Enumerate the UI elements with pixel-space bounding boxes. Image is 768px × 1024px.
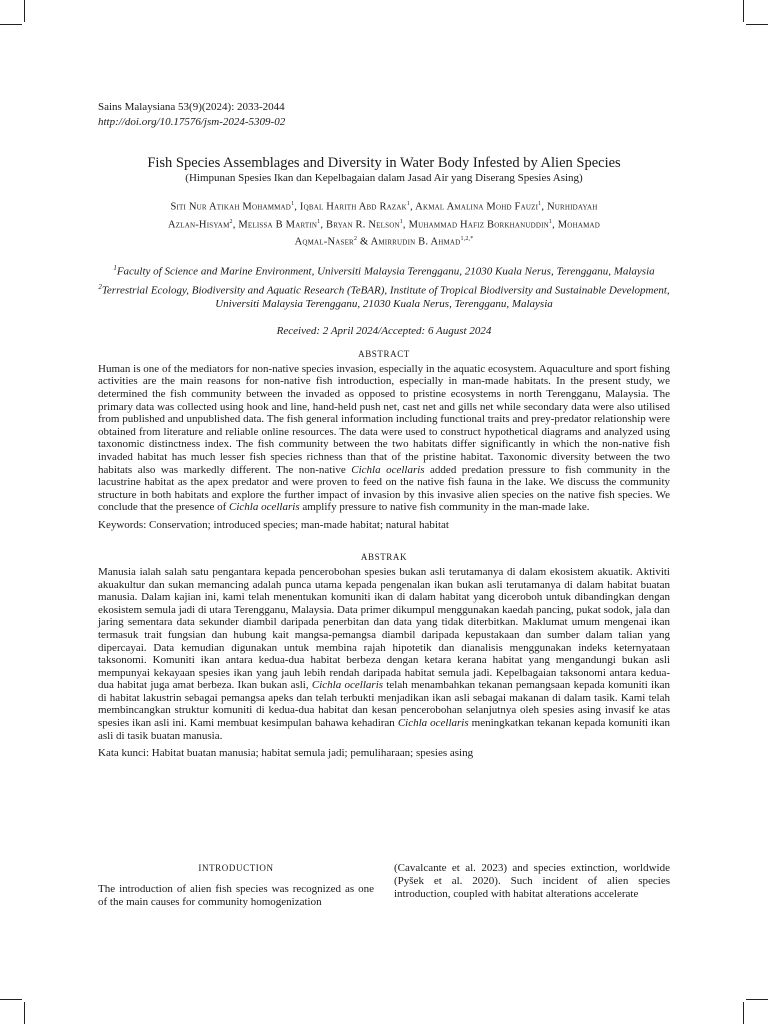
abstrak-part: Manusia ialah salah satu pengantara kepada pencerobohan spesies bukan asli terutamanya di dalam ekosistem akuatik. Aktiviti akuakultur dan sukan memancing adalah punca utama kepada pengenalan ikan bukan asli terutamanya di dalam habitat buatan manusia. Dalam kajian ini, kami telah menentukan komuniti ikan di dalam habitat yang diceroboh untuk dibandingkan dengan ekosistem semula jadi di utara Terengganu, Malaysia. Data primer dikumpul menggunakan kaedah pancing, pukat sodok, jala dan jaring sementara data sekunder diambil daripada penerbitan dan data yang tidak diterbitkan. Maklumat umum mengenai ikan termasuk trait fungsian dan hubung kait mangsa-pemangsa diambil daripada kepustakaan dan sumber dalam talian yang dipercayai. Data kemudian digunakan untuk membina rajah hipotetik dan dianalisis menggunakan indeks keternyataan taksonomi. Komuniti ikan antara kedua-dua habitat berbeza dengan ketara kerana habitat yang mengandungi bukan asli mempunyai kekayaan spesies ikan yang jauh lebih rendah daripada habitat semula jadi. Kepelbagaian taksonomi antara kedua-dua habitat juga amat berbeza. Ikan bukan asli, [98, 565, 670, 692]
affiliation-1 [98, 262, 670, 279]
received-dates: Received: 2 April 2024/Accepted: 6 August 2024 [276, 324, 492, 337]
crop-mark-top-right-v [743, 0, 744, 22]
author-list [98, 197, 670, 250]
crop-mark-bottom-left-v [24, 1002, 25, 1024]
author-affil-mark: 2 [229, 218, 233, 225]
abstract-part: added predation pressure to fish community in the lacustrine habitat as the apex predator and were proven to feed on the native fish fauna in the lake. We discuss the community structure in both habitats and explore the further impact of invasion by this invasive alien species on the native fish species. We conclude that the presence of [98, 463, 670, 514]
species-name: Cichla ocellaris [311, 679, 384, 692]
crop-mark-bottom-left-h [0, 999, 22, 1000]
abstract-text [98, 363, 670, 514]
introduction-left-text: The introduction of alien fish species was recognized as one of the main causes for community homogenization [98, 883, 374, 908]
author-name: Azlan-Hisyam [167, 219, 230, 230]
abstract-heading: ABSTRACT [358, 348, 410, 359]
author-name: , Muhammad Hafiz Borkhanuddin [402, 219, 549, 230]
author-name: & Amirrudin B. Ahmad [357, 236, 461, 248]
doi-link[interactable]: http://doi.org/10.17576/jsm-2024-5309-02 [98, 116, 286, 128]
crop-mark-top-left-h [0, 24, 22, 25]
right-column [394, 862, 670, 909]
species-name: Cichla ocellaris [351, 463, 425, 476]
author-affil-mark: 1 [317, 218, 321, 225]
abstrak-text [98, 566, 670, 742]
author-affil-mark: 2 [353, 236, 358, 242]
author-affil-mark: 1 [548, 218, 553, 225]
author-affil-mark: 1,2,* [460, 236, 474, 242]
crop-mark-bottom-right-v [743, 1002, 744, 1024]
affiliations [98, 262, 670, 311]
species-name: Cichla ocellaris [229, 501, 300, 514]
affil-number: 2 [98, 283, 102, 292]
author-name: Aqmal-Naser [294, 236, 354, 248]
author-affil-mark: 1 [538, 201, 542, 207]
paper-page [98, 100, 670, 760]
introduction-right-text: (Cavalcante et al. 2023) and species extinction, worldwide (Pyšek et al. 2020). Such incident of alien species introduction, coupled with habitat alterations accelerate [394, 862, 670, 900]
crop-mark-bottom-right-h [746, 999, 768, 1000]
abstrak-part: meningkatkan tekanan kepada komuniti ikan asli di tasik buatan manusia. [98, 717, 670, 742]
author-name: Siti Nur Atikah Mohammad [170, 201, 292, 213]
journal-citation: Sains Malaysiana 53(9)(2024): 2033-2044 [98, 101, 285, 113]
affil-number: 1 [113, 263, 117, 272]
affiliation-text: Terrestrial Ecology, Biodiversity and Aquatic Research (TeBAR), Institute of Tropical Biodiversity and Sustainable Development, Universiti Malaysia Terengganu, 21030 Kuala Nerus, Terengganu, Malaysia [101, 284, 670, 310]
author-affil-mark: 1 [406, 201, 411, 207]
affiliation-2 [98, 281, 670, 311]
keywords: Keywords: Conservation; introduced species; man-made habitat; natural habitat [98, 518, 449, 531]
paper-title: Fish Species Assemblages and Diversity in Water Body Infested by Alien Species [147, 155, 621, 171]
affiliation-text: Faculty of Science and Marine Environment, Universiti Malaysia Terengganu, 21030 Kuala Nerus, Terengganu, Malaysia [116, 265, 655, 278]
left-column [98, 862, 374, 909]
abstract-part: Human is one of the mediators for non-native species invasion, especially in the aquatic ecosystem. Aquaculture and sport fishing activities are the main reasons for non-native fish introduction, especially in man-made habitats. In the present study, we determined the fish community between the invaded as opposed to pristine ecosystems in north Terengganu, Malaysia. The primary data was collected using hook and line, hand-held push net, cast net and gills net while secondary data were also utilised from published and unpublished data. The fish general information including functional traits and prey-predator relationship were obtained from literature and reliable online resources. The data were used to construct hypothetical diagrams and analyzed using taxonomic distinctness index. The fish community between the two habitats differ significantly in which the non-native fish invaded habitat has much lesser fish species richness than that of the pristine habitat. Taxonomic diversity between the two habitats also was markedly different. The non-native [98, 362, 670, 476]
paper-subtitle: (Himpunan Spesies Ikan dan Kepelbagaian dalam Jasad Air yang Diserang Spesies Asing) [185, 172, 583, 184]
author-name: , Bryan R. Nelson [320, 219, 400, 230]
author-name: , Iqbal Harith Abd Razak [294, 201, 407, 213]
author-affil-mark: 1 [399, 218, 403, 225]
abstrak-part: telah menambahkan tekanan pemangsaan kepada komuniti ikan di habitat lakustrin sebagai pemangsa apeks dan telah terbukti menjadikan ikan asli sebagai makanan di dalam tasik. Kami telah membincangkan struktur komuniti di kedua-dua habitat dan kesan pencerobohan selanjutnya oleh spesies asing invasif ke atas spesies ikan asli ini. Kami membuat kesimpulan bahawa kehadiran [98, 679, 671, 730]
author-name: , Akmal Amalina Mohd Fauzi [410, 201, 539, 213]
abstrak-heading: ABSTRAK [360, 551, 408, 562]
author-name: , Mohamad [552, 219, 601, 230]
author-name: , Nurhidayah [541, 201, 598, 213]
abstract-part: amplify pressure to native fish community in the man-made lake. [299, 501, 590, 514]
kata-kunci: Kata kunci: Habitat buatan manusia; habitat semula jadi; pemuliharaan; spesies asing [98, 747, 474, 760]
species-name: Cichla ocellaris [397, 717, 469, 730]
crop-mark-top-left-v [24, 0, 25, 22]
author-affil-mark: 1 [291, 201, 295, 207]
body-columns [98, 862, 670, 909]
author-name: , Melissa B Martin [232, 219, 318, 230]
crop-mark-top-right-h [746, 24, 768, 25]
introduction-heading: INTRODUCTION [198, 863, 274, 873]
